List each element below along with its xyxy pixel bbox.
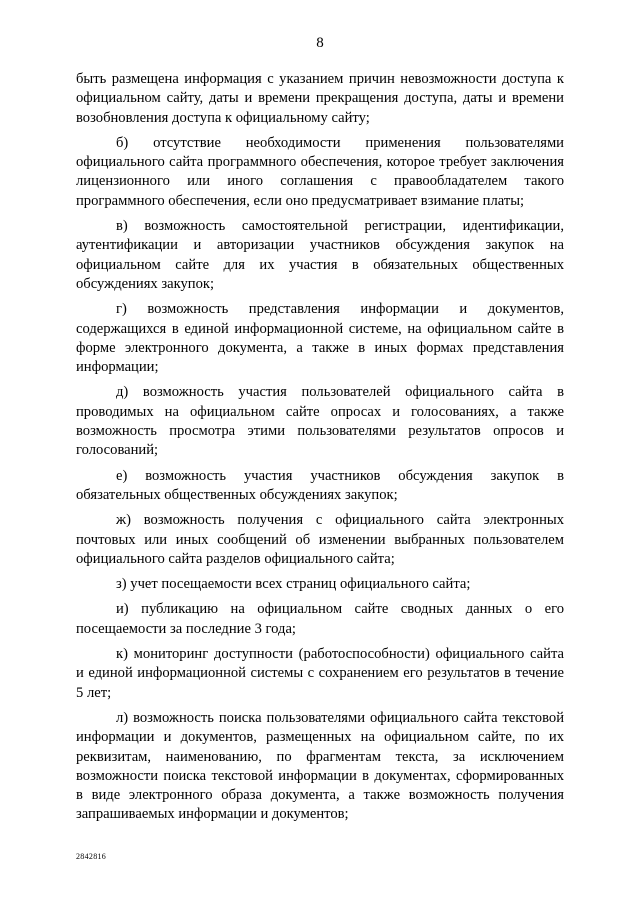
paragraph-item-i: и) публикацию на официальном сайте сводных данных о его посещаемости за последние 3 года; bbox=[76, 601, 564, 637]
paragraph-item-z: з) учет посещаемости всех страниц официального сайта; bbox=[116, 576, 471, 593]
paragraph-item-d: д) возможность участия пользователей официального сайта в проводимых на официальном сайте опросах и голосованиях, а также возможность просмотра этими пользователями результатов опросов и голосований; bbox=[76, 384, 564, 459]
document-body bbox=[76, 70, 564, 831]
paragraph-item-b: б) отсутствие необходимости применения пользователями официального сайта программного обеспечения, которое требует заключения лицензионного или иного соглашения с правообладателем такого программного обеспечения, если оно предусматривает взимание платы; bbox=[76, 134, 564, 209]
paragraph-item-zh: ж) возможность получения с официального сайта электронных почтовых или иных сообщений об изменении выбранных пользователем официального сайта разделов официального сайта; bbox=[76, 512, 564, 567]
paragraph-continuation: быть размещена информация с указанием причин невозможности доступа к официальном сайту, даты и времени прекращения доступа, даты и времени возобновления доступа к официальному сайту; bbox=[76, 71, 564, 126]
document-id: 2842816 bbox=[76, 852, 107, 861]
paragraph-item-l: л) возможность поиска пользователями официального сайта текстовой информации и документов, размещенных на официальном сайте, по их реквизитам, наименованию, по фрагментам текста, за исключением возможности поиска текстовой информации в документах, сформированных в виде электронного образа документа, а также возможность получения запрашиваемых информации и документов; bbox=[76, 709, 564, 823]
paragraph-item-k: к) мониторинг доступности (работоспособности) официального сайта и единой информационной системы с сохранением его результатов в течение 5 лет; bbox=[76, 646, 564, 701]
paragraph-item-v: в) возможность самостоятельной регистрации, идентификации, аутентификации и авторизации участников обсуждения закупок на официальном сайте для их участия в обязательных общественных обсуждениях закупок; bbox=[76, 218, 564, 292]
paragraph-item-g: г) возможность представления информации и документов, содержащихся в единой информационной системе, на официальном сайте в форме электронного документа, а также в иных формах представления информации; bbox=[76, 301, 564, 376]
paragraph-item-e: е) возможность участия участников обсуждения закупок в обязательных общественных обсуждениях закупок; bbox=[76, 467, 564, 503]
page-number: 8 bbox=[316, 35, 324, 51]
